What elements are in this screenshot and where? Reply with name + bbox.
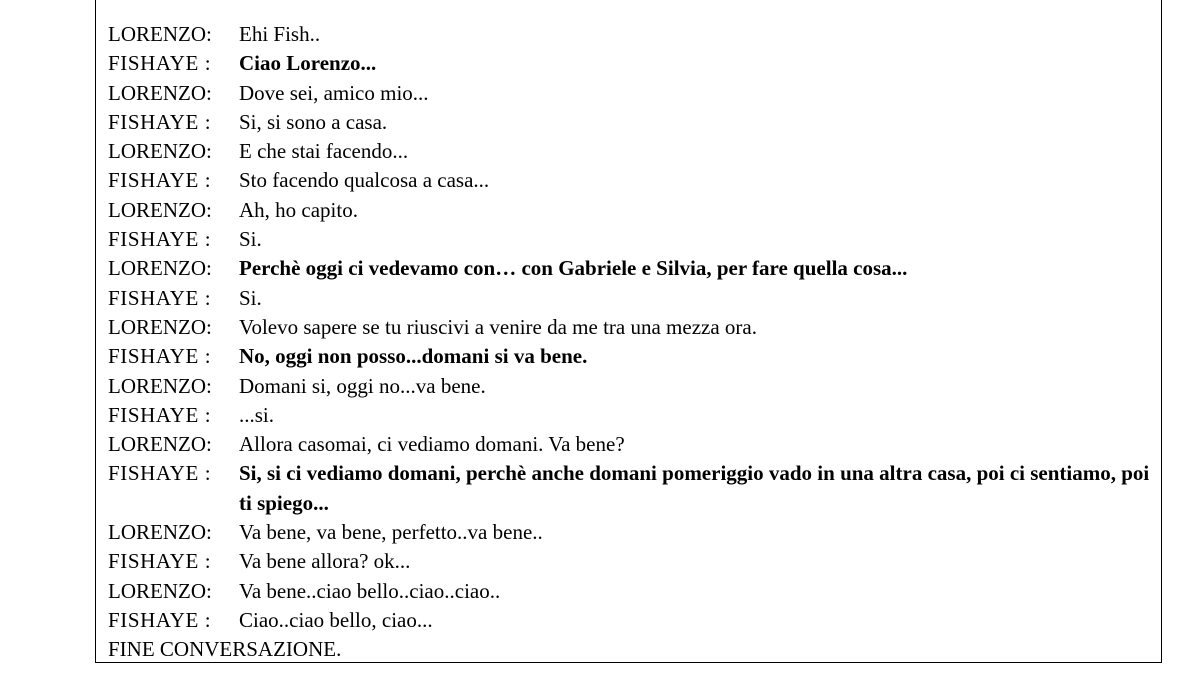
speaker-label: FISHAYE : (108, 285, 212, 310)
dialogue-line (108, 20, 1158, 49)
dialogue-text: Domani si, oggi no...va bene. (239, 373, 486, 398)
dialogue-text: Si, si ci vediamo domani, perchè anche domani pomeriggio vado in una altra casa, poi ci sentiamo, poi ti spiego... (239, 461, 1150, 515)
dialogue-line (108, 577, 1158, 606)
dialogue-line (108, 430, 1158, 459)
dialogue-line (108, 225, 1158, 254)
dialogue-line (108, 137, 1158, 166)
dialogue-text: Sto facendo qualcosa a casa... (239, 168, 490, 193)
speaker-label: LORENZO: (108, 22, 212, 46)
transcript (108, 20, 1158, 665)
speaker-label: FISHAYE : (108, 549, 212, 574)
dialogue-line (108, 79, 1158, 108)
dialogue-text: Ehi Fish.. (239, 22, 321, 46)
speaker-label: LORENZO: (108, 197, 212, 222)
dialogue-text: Volevo sapere se tu riuscivi a venire da me tra una mezza ora. (239, 314, 757, 339)
dialogue-line (108, 166, 1158, 195)
dialogue-line (108, 196, 1158, 225)
speaker-label: FISHAYE : (108, 109, 212, 134)
dialogue-text: Si, si sono a casa. (239, 109, 388, 134)
dialogue-text: Ciao..ciao bello, ciao... (239, 607, 433, 632)
dialogue-text: Perchè oggi ci vedevamo con… con Gabriele e Silvia, per fare quella cosa... (239, 256, 908, 281)
dialogue-text: Si. (239, 227, 262, 252)
speaker-label: FISHAYE : (108, 344, 212, 369)
dialogue-text: Va bene, va bene, perfetto..va bene.. (239, 520, 543, 545)
dialogue-line (108, 606, 1158, 635)
dialogue-text: Allora casomai, ci vediamo domani. Va bene? (239, 432, 625, 457)
dialogue-line (108, 518, 1158, 547)
speaker-label: FISHAYE : (108, 168, 212, 193)
speaker-label: LORENZO: (108, 373, 212, 398)
dialogue-text: Ciao Lorenzo... (239, 51, 377, 76)
dialogue-line (108, 254, 1158, 283)
dialogue-line (108, 342, 1158, 371)
dialogue-text: Si. (239, 285, 262, 310)
speaker-label: LORENZO: (108, 256, 212, 281)
dialogue-line (108, 459, 1158, 518)
dialogue-text: E che stai facendo... (239, 139, 409, 164)
dialogue-line (108, 547, 1158, 576)
speaker-label: FISHAYE : (108, 402, 212, 427)
dialogue-text: No, oggi non posso...domani si va bene. (239, 344, 588, 369)
speaker-label: LORENZO: (108, 578, 212, 603)
dialogue-line (108, 401, 1158, 430)
speaker-label: LORENZO: (108, 314, 212, 339)
dialogue-line (108, 108, 1158, 137)
dialogue-line (108, 284, 1158, 313)
dialogue-text: Ah, ho capito. (239, 197, 358, 222)
speaker-label: LORENZO: (108, 432, 212, 457)
dialogue-text: ...si. (239, 402, 275, 427)
speaker-label: FISHAYE : (108, 607, 212, 632)
dialogue-line (108, 49, 1158, 78)
dialogue-line (108, 313, 1158, 342)
speaker-label: FISHAYE : (108, 227, 212, 252)
speaker-label: LORENZO: (108, 139, 212, 164)
dialogue-line (108, 372, 1158, 401)
speaker-label: FISHAYE : (108, 461, 212, 486)
speaker-label: LORENZO: (108, 80, 212, 105)
speaker-label: FISHAYE : (108, 51, 212, 76)
dialogue-text: Dove sei, amico mio... (239, 80, 429, 105)
speaker-label: LORENZO: (108, 520, 212, 545)
end-of-conversation: FINE CONVERSAZIONE. (108, 637, 342, 662)
dialogue-text: Va bene..ciao bello..ciao..ciao.. (239, 578, 501, 603)
dialogue-text: Va bene allora? ok... (239, 549, 411, 574)
